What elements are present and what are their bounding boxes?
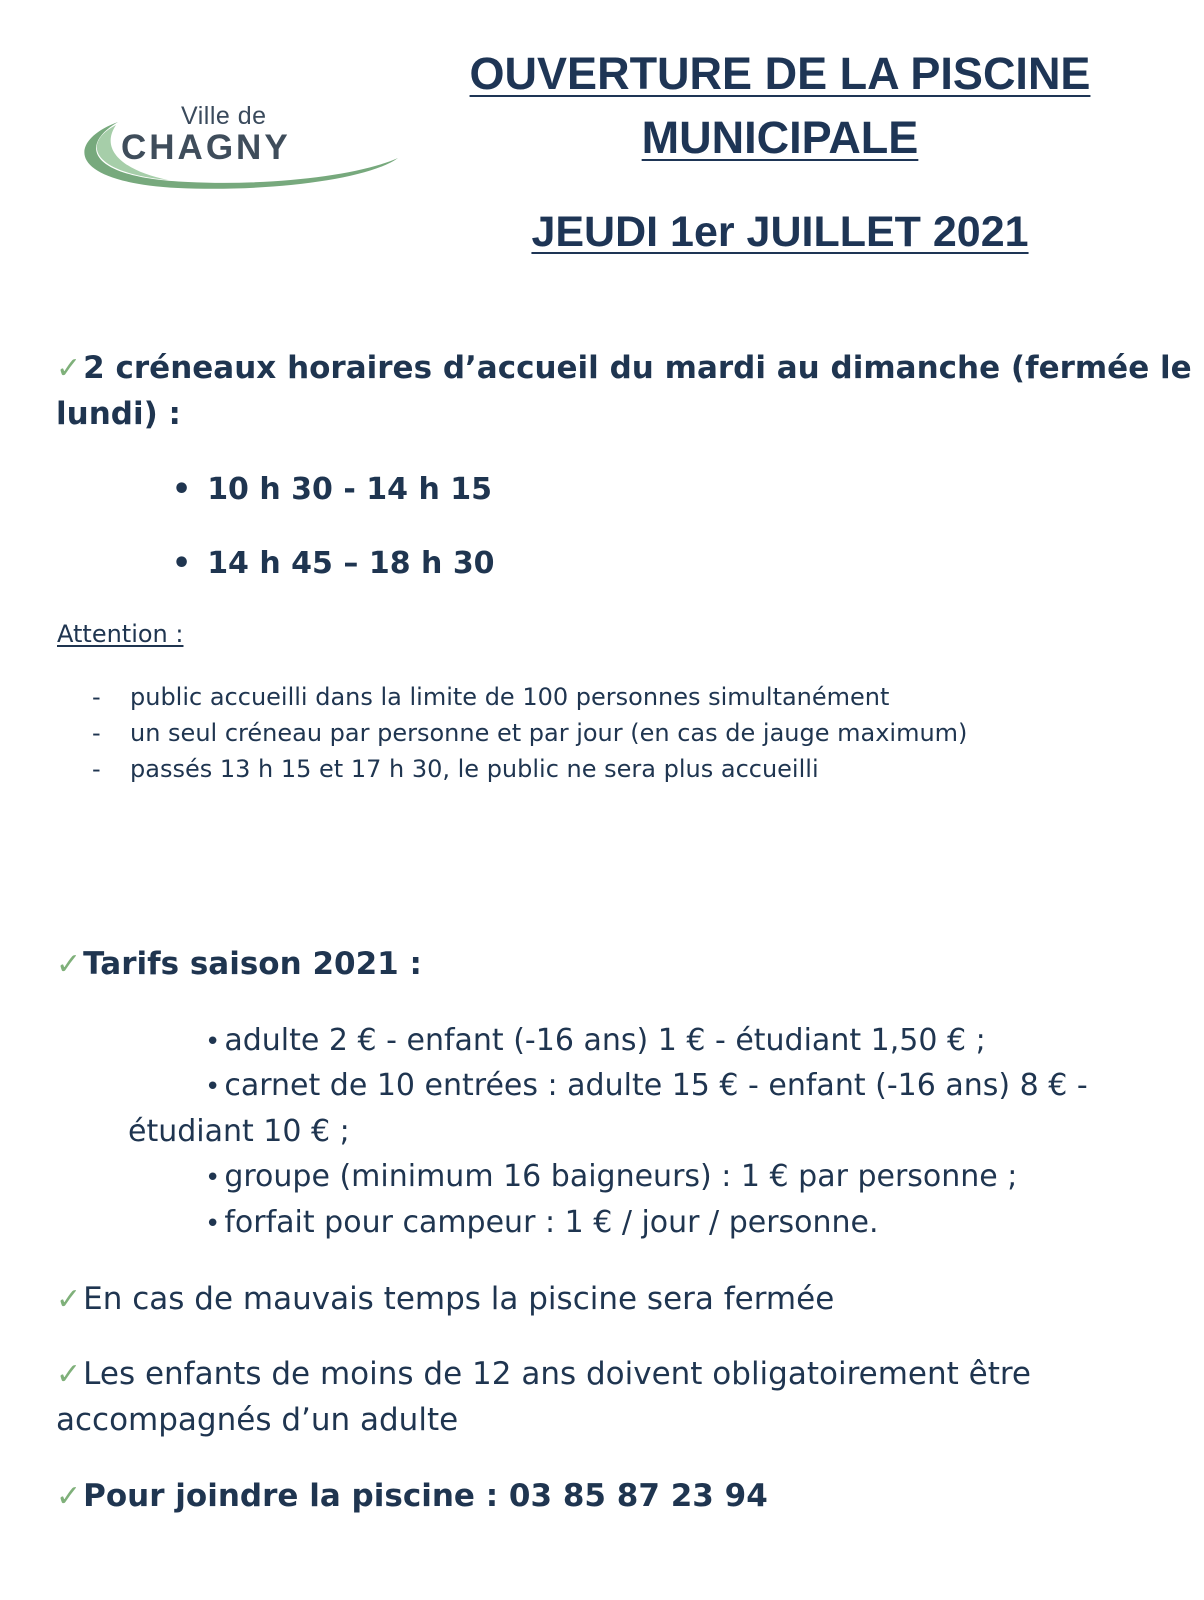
weather-text: En cas de mauvais temps la piscine sera fermée: [83, 1281, 835, 1317]
time-slot-text: 14 h 45 – 18 h 30: [207, 546, 495, 581]
bullet-icon: •: [205, 1027, 221, 1057]
hours-intro: [56, 350, 1192, 386]
tarif-item-3: [205, 1159, 1017, 1194]
bullet-icon: •: [172, 472, 192, 507]
dash-icon: -: [92, 755, 101, 783]
tarifs-heading-text: Tarifs saison 2021 :: [83, 946, 422, 982]
logo-ville-text: Ville de: [181, 102, 267, 130]
contact-text: Pour joindre la piscine : 03 85 87 23 94: [83, 1478, 768, 1514]
page-title-line1: OUVERTURE DE LA PISCINE: [469, 48, 1091, 99]
tarif-text: groupe (minimum 16 baigneurs) : 1 € par personne ;: [224, 1159, 1018, 1194]
page-title-line2: MUNICIPALE: [641, 112, 919, 163]
check-icon: ✓: [56, 1282, 82, 1317]
check-icon: ✓: [56, 351, 82, 386]
bullet-icon: •: [205, 1163, 221, 1193]
bullet-icon: •: [205, 1209, 221, 1239]
time-slot-text: 10 h 30 - 14 h 15: [207, 472, 493, 507]
bullet-icon: •: [172, 546, 192, 581]
weather-note: [56, 1281, 834, 1317]
rule-text: un seul créneau par personne et par jour (en cas de jauge maximum): [130, 719, 968, 747]
check-icon: ✓: [56, 947, 82, 982]
time-slot-1: [172, 472, 492, 507]
logo-town-name: CHAGNY: [121, 128, 291, 167]
chagny-logo: [68, 100, 408, 195]
tarif-item-1: [205, 1023, 986, 1058]
tarif-text: adulte 2 € - enfant (-16 ans) 1 € - étudiant 1,50 € ;: [224, 1023, 986, 1058]
children-note-cont: accompagnés d’un adulte: [56, 1402, 459, 1438]
hours-intro-cont: lundi) :: [56, 396, 181, 432]
dash-icon: -: [92, 683, 101, 711]
tarif-item-4: [205, 1205, 879, 1240]
tarif-item-2: [205, 1068, 1088, 1103]
check-icon: ✓: [56, 1479, 82, 1514]
tarif-text: forfait pour campeur : 1 € / jour / personne.: [224, 1205, 879, 1240]
contact-note: [56, 1478, 768, 1514]
time-slot-2: [172, 546, 495, 581]
attention-label: Attention :: [57, 620, 184, 648]
rule-text: public accueilli dans la limite de 100 personnes simultanément: [130, 683, 890, 711]
children-text: Les enfants de moins de 12 ans doivent obligatoirement être: [83, 1356, 1032, 1392]
bullet-icon: •: [205, 1072, 221, 1102]
opening-date: JEUDI 1er JUILLET 2021: [531, 208, 1029, 256]
rule-text: passés 13 h 15 et 17 h 30, le public ne sera plus accueilli: [130, 755, 819, 783]
tarif-item-2-cont: étudiant 10 € ;: [128, 1114, 350, 1149]
tarif-text: carnet de 10 entrées : adulte 15 € - enfant (-16 ans) 8 € -: [224, 1068, 1088, 1103]
dash-icon: -: [92, 719, 101, 747]
check-icon: ✓: [56, 1357, 82, 1392]
tarifs-heading: [56, 946, 422, 982]
children-note: [56, 1356, 1031, 1392]
hours-intro-text: 2 créneaux horaires d’accueil du mardi au dimanche (fermée le: [83, 350, 1192, 386]
